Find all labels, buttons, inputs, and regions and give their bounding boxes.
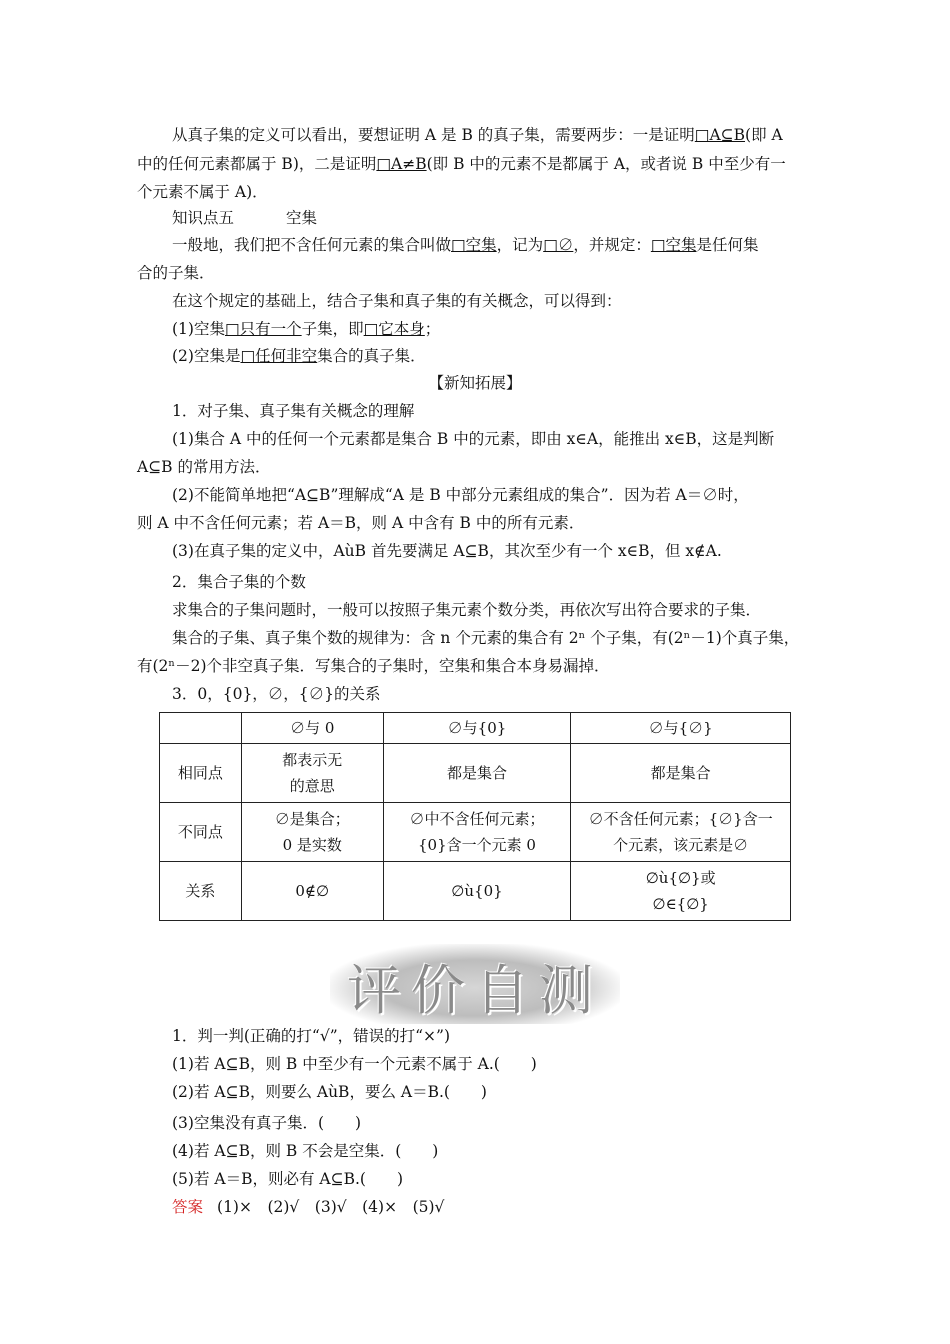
table-cell xyxy=(383,803,571,862)
banner-title xyxy=(330,948,620,1025)
row-label: 不同点 xyxy=(160,803,242,862)
para-item-2 xyxy=(172,345,426,367)
table-cell xyxy=(571,803,791,862)
row-label: 相同点 xyxy=(160,744,242,803)
cell-line: 个元素，该元素是∅ xyxy=(613,836,749,854)
text: (2)空集是 xyxy=(172,347,241,365)
para-item-1 xyxy=(172,318,440,340)
fill-blank: □A≠B xyxy=(376,155,427,173)
cell-line: ∅∈{∅} xyxy=(652,895,709,913)
answer-values: (1)× (2)√ (3)√ (4)× (5)√ xyxy=(217,1198,445,1216)
subsection-1-item-1-line1: (1)集合 A 中的任何一个元素都是集合 B 中的元素，即由 x∈A，能推出 x∈B，这是判断 xyxy=(172,430,775,448)
quiz-item: (4)若 A⊆B，则 B 不会是空集．( ) xyxy=(172,1142,439,1160)
text: 从真子集的定义可以看出，要想证明 A 是 B 的真子集，需要两步：一是证明 xyxy=(172,126,695,144)
fill-blank: □任何非空 xyxy=(240,347,318,365)
subsection-1-item-2-line1: (2)不能简单地把“A⊆B”理解成“A 是 B 中部分元素组成的集合”．因为若 A＝∅时， xyxy=(172,486,749,504)
fill-blank: □空集 xyxy=(451,236,497,254)
cell-line: 0 是实数 xyxy=(282,836,342,854)
text: ； xyxy=(424,320,441,338)
subsection-1-item-1-line2: A⊆B 的常用方法． xyxy=(137,458,271,476)
fill-blank: □只有一个 xyxy=(224,320,302,338)
subsection-2-para-1: 求集合的子集问题时，一般可以按照子集元素个数分类，再依次写出符合要求的子集． xyxy=(172,601,762,619)
text: (即 A xyxy=(745,126,783,144)
para-conclusion: 在这个规定的基础上，结合子集和真子集的有关概念，可以得到： xyxy=(172,292,622,310)
quiz-heading: 1．判一判(正确的打“√”，错误的打“×”) xyxy=(172,1027,451,1045)
banner-char: 价 xyxy=(411,959,475,1022)
banner-char: 评 xyxy=(347,959,411,1022)
section-title-extension: 【新知拓展】 xyxy=(428,374,522,392)
table-header-cell xyxy=(160,713,242,744)
comparison-table xyxy=(159,712,791,921)
table-row xyxy=(160,744,791,803)
text: ，并规定： xyxy=(573,236,651,254)
para-empty-set-line1 xyxy=(172,234,759,256)
subsection-2-para-2-line1: 集合的子集、真子集个数的规律为：含 n 个元素的集合有 2ⁿ 个子集，有(2ⁿ－1)个真子集， xyxy=(172,629,800,647)
cell-line: 的意思 xyxy=(289,777,335,795)
quiz-item: (1)若 A⊆B，则 B 中至少有一个元素不属于 A.( ) xyxy=(172,1055,537,1073)
table-cell xyxy=(571,862,791,921)
para-proper-subset-line3: 个元素不属于 A)． xyxy=(137,183,268,201)
cell-line: 都表示无 xyxy=(282,751,343,769)
table-header-row xyxy=(160,713,791,744)
subsection-1-item-3: (3)在真子集的定义中，AùB 首先要满足 A⊆B，其次至少有一个 x∈B，但 x∉A. xyxy=(172,542,722,560)
quiz-item: (3)空集没有真子集．( ) xyxy=(172,1114,362,1132)
banner-char: 测 xyxy=(539,959,603,1022)
fill-blank: □空集 xyxy=(650,236,697,254)
table-row xyxy=(160,862,791,921)
quiz-item: (2)若 A⊆B，则要么 AùB，要么 A＝B.( ) xyxy=(172,1083,487,1101)
subsection-heading-2: 2．集合子集的个数 xyxy=(172,573,306,591)
text: (1)空集 xyxy=(172,320,225,338)
table-cell: ∅ù{0} xyxy=(383,862,571,921)
self-test-banner xyxy=(330,944,620,1024)
text: (即 B 中的元素不是都属于 A，或者说 B 中至少有一 xyxy=(426,155,786,173)
quiz-answer-line xyxy=(172,1196,444,1218)
answer-label: 答案 xyxy=(172,1198,204,1216)
cell-line: ∅是集合； xyxy=(274,810,350,828)
knowledge-point-number: 知识点五 xyxy=(172,209,235,227)
table-header-cell: ∅与 0 xyxy=(241,713,383,744)
para-proper-subset-line2 xyxy=(137,153,786,175)
table-header-cell: ∅与{∅} xyxy=(571,713,791,744)
text: 一般地，我们把不含任何元素的集合叫做 xyxy=(172,236,452,254)
table-row xyxy=(160,803,791,862)
subsection-heading-3: 3．0，{0}，∅，{∅}的关系 xyxy=(172,685,381,703)
fill-blank: □它本身 xyxy=(363,320,425,338)
table-cell xyxy=(241,744,383,803)
para-empty-set-line2: 合的子集． xyxy=(137,264,215,282)
knowledge-point-heading xyxy=(172,207,317,229)
table-header-cell: ∅与{0} xyxy=(383,713,571,744)
banner-char: 自 xyxy=(475,959,539,1022)
table-cell: 都是集合 xyxy=(383,744,571,803)
table-cell: 0∉∅ xyxy=(241,862,383,921)
subsection-1-item-2-line2: 则 A 中不含任何元素；若 A＝B，则 A 中含有 B 中的所有元素． xyxy=(137,514,585,532)
knowledge-point-title: 空集 xyxy=(286,209,318,227)
cell-line: ∅不含任何元素；{∅}含一 xyxy=(588,810,773,828)
row-label: 关系 xyxy=(160,862,242,921)
subsection-heading-1: 1．对子集、真子集有关概念的理解 xyxy=(172,402,415,420)
cell-line: ∅ù{∅}或 xyxy=(645,869,716,887)
text: 是任何集 xyxy=(696,236,759,254)
table-cell xyxy=(241,803,383,862)
cell-line: ∅中不含任何元素； xyxy=(409,810,545,828)
text: 中的任何元素都属于 B)，二是证明 xyxy=(137,155,377,173)
text: ，记为 xyxy=(496,236,544,254)
cell-line: {0}含一个元素 0 xyxy=(418,836,536,854)
table-cell: 都是集合 xyxy=(571,744,791,803)
text: 集合的真子集． xyxy=(317,347,426,365)
text: 子集，即 xyxy=(301,320,364,338)
fill-blank: □A⊆B xyxy=(694,126,746,144)
quiz-item: (5)若 A＝B，则必有 A⊆B.( ) xyxy=(172,1170,403,1188)
subsection-2-para-2-line2: 有(2ⁿ－2)个非空真子集．写集合的子集时，空集和集合本身易漏掉． xyxy=(137,657,610,675)
fill-blank: □∅ xyxy=(543,236,574,254)
para-proper-subset-line1 xyxy=(172,124,783,146)
